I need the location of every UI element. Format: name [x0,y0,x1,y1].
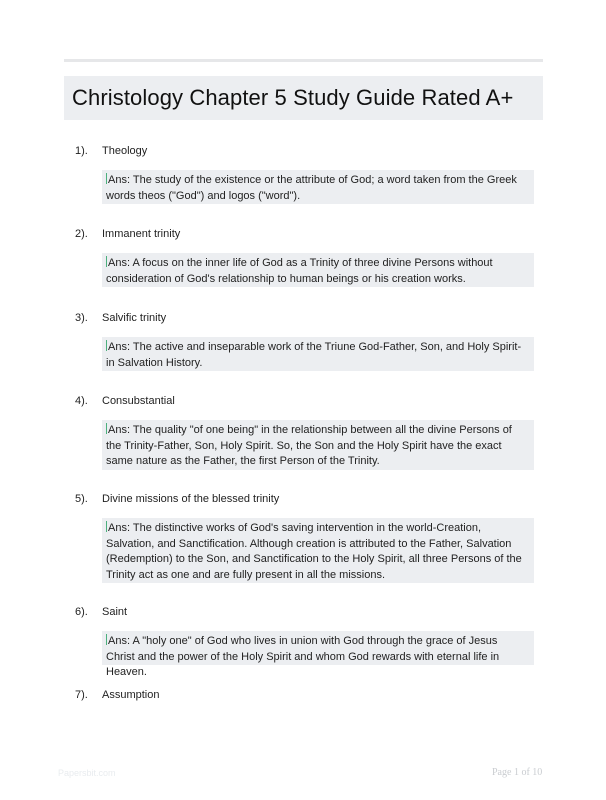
question-term: Consubstantial [102,395,175,407]
answer-box [102,420,534,470]
question-number: 5). [75,493,88,505]
question-term: Theology [102,145,148,157]
question-number: 3). [75,312,88,324]
answer-box [102,631,534,678]
answer-marker [106,173,107,184]
question-number: 4). [75,395,88,407]
title-band [64,76,543,120]
question-number: 7). [75,689,88,701]
top-divider [64,59,543,62]
question-number: 1). [75,145,88,157]
question-number: 6). [75,606,88,618]
answer-marker [106,521,107,532]
answer-text: Ans: The quality "of one being" in the relationship between all the divine Persons of the Trinity-Father, Son, Holy Spirit. So, the Son and the Holy Spirit have the exact same nature as the Father, the first Person of the Trinity. [106,424,512,467]
question-term: Divine missions of the blessed trinity [102,493,280,505]
question-number: 2). [75,228,88,240]
answer-text: Ans: A focus on the inner life of God as a Trinity of three divine Persons without consideration of God's relationship to human beings or his creation works. [106,257,493,285]
answer-box [102,253,534,287]
answer-marker [106,340,107,351]
answer-box [102,518,534,583]
page-indicator: Page 1 of 10 [492,767,543,778]
answer-text: Ans: The distinctive works of God's saving intervention in the world-Creation, Salvation, and Sanctification. Although creation is attributed to the Father, Salvation (Redemption) to the Son, and Sanctification to the Holy Spirit, all three Persons of the Trinity act as one and are fully present in all the missions. [106,522,522,581]
answer-text: Ans: The study of the existence or the attribute of God; a word taken from the Greek words theos ("God") and logos ("word"). [106,174,517,202]
footer-watermark: Papersbit.com [58,768,116,778]
question-term: Salvific trinity [102,312,167,324]
question-term: Assumption [102,689,160,701]
question-term: Saint [102,606,128,618]
question-term: Immanent trinity [102,228,181,240]
answer-text: Ans: The active and inseparable work of the Triune God-Father, Son, and Holy Spirit-in Salvation History. [106,341,522,369]
answer-box [102,337,534,371]
answer-marker [106,634,107,645]
answer-marker [106,423,107,434]
answer-box [102,170,534,204]
answer-text: Ans: A "holy one" of God who lives in union with God through the grace of Jesus Christ and the power of the Holy Spirit and whom God rewards with eternal life in Heaven. [106,635,500,678]
answer-marker [106,256,107,267]
page-title: Christology Chapter 5 Study Guide Rated A+ [72,85,514,110]
